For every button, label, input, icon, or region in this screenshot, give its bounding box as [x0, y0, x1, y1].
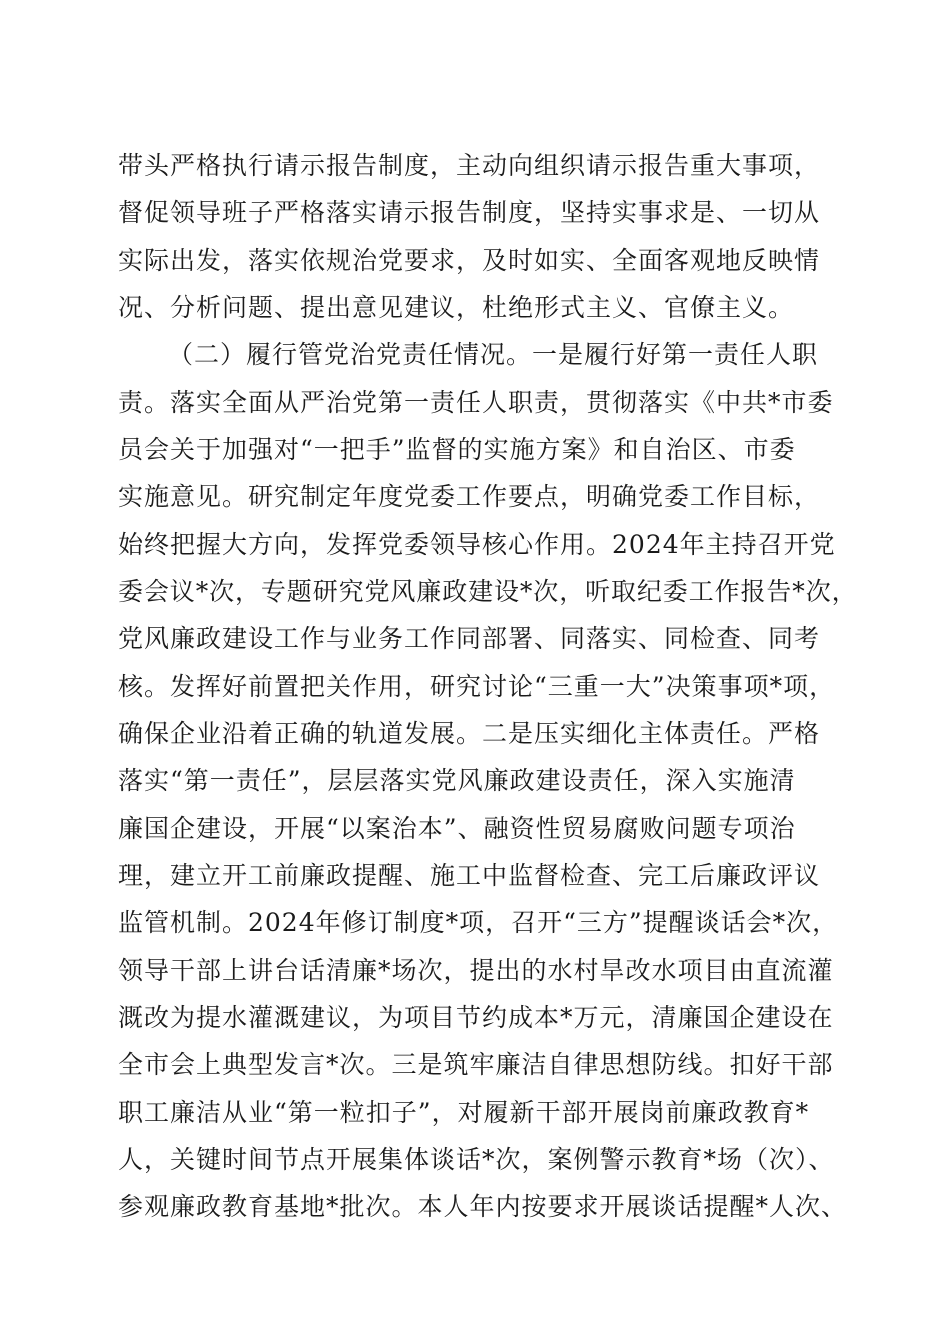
text-line-17: 监管机制。2024年修订制度*项，召开“三方”提醒谈话会*次，	[118, 908, 839, 937]
text-line-23: 参观廉政教育基地*批次。本人年内按要求开展谈话提醒*人次、	[118, 1192, 848, 1221]
text-line-8: 实施意见。研究制定年度党委工作要点，明确党委工作目标，	[118, 482, 821, 511]
text-line-22: 人，关键时间节点开展集体谈话*次，案例警示教育*场（次）、	[118, 1145, 835, 1174]
text-line-2: 督促领导班子严格落实请示报告制度，坚持实事求是、一切从	[118, 198, 821, 227]
text-line-12: 核。发挥好前置把关作用，研究讨论“三重一大”决策事项*项，	[118, 672, 836, 701]
text-line-4: 况、分析问题、提出意见建议，杜绝形式主义、官僚主义。	[118, 293, 795, 322]
text-line-14: 落实“第一责任”，层层落实党风廉政建设责任，深入实施清	[118, 766, 796, 795]
section-heading-line: （二）履行管党治党责任情况。一是履行好第一责任人职	[168, 340, 819, 369]
text-line-1: 带头严格执行请示报告制度，主动向组织请示报告重大事项，	[118, 151, 821, 180]
text-line-10: 委会议*次，专题研究党风廉政建设*次，听取纪委工作报告*次，	[118, 577, 858, 606]
text-line-3: 实际出发，落实依规治党要求，及时如实、全面客观地反映情	[118, 246, 821, 275]
text-line-9: 始终把握大方向，发挥党委领导核心作用。2024年主持召开党	[118, 530, 836, 559]
text-line-19: 溉改为提水灌溉建议，为项目节约成本*万元，清廉国企建设在	[118, 1003, 834, 1032]
text-line-16: 理，建立开工前廉政提醒、施工中监督检查、完工后廉政评议	[118, 861, 821, 890]
text-line-7: 员会关于加强对“一把手”监督的实施方案》和自治区、市委	[118, 435, 796, 464]
text-line-6: 责。落实全面从严治党第一责任人职责，贯彻落实《中共*市委	[118, 388, 834, 417]
text-line-11: 党风廉政建设工作与业务工作同部署、同落实、同检查、同考	[118, 624, 821, 653]
text-line-13: 确保企业沿着正确的轨道发展。二是压实细化主体责任。严格	[118, 719, 821, 748]
text-line-15: 廉国企建设，开展“以案治本”、融资性贸易腐败问题专项治	[118, 814, 796, 843]
text-line-21: 职工廉洁从业“第一粒扣子”，对履新干部开展岗前廉政教育*	[118, 1098, 810, 1127]
text-line-18: 领导干部上讲台话清廉*场次，提出的水村旱改水项目由直流灌	[118, 956, 834, 985]
text-line-20: 全市会上典型发言*次。三是筑牢廉洁自律思想防线。扣好干部	[118, 1050, 834, 1079]
